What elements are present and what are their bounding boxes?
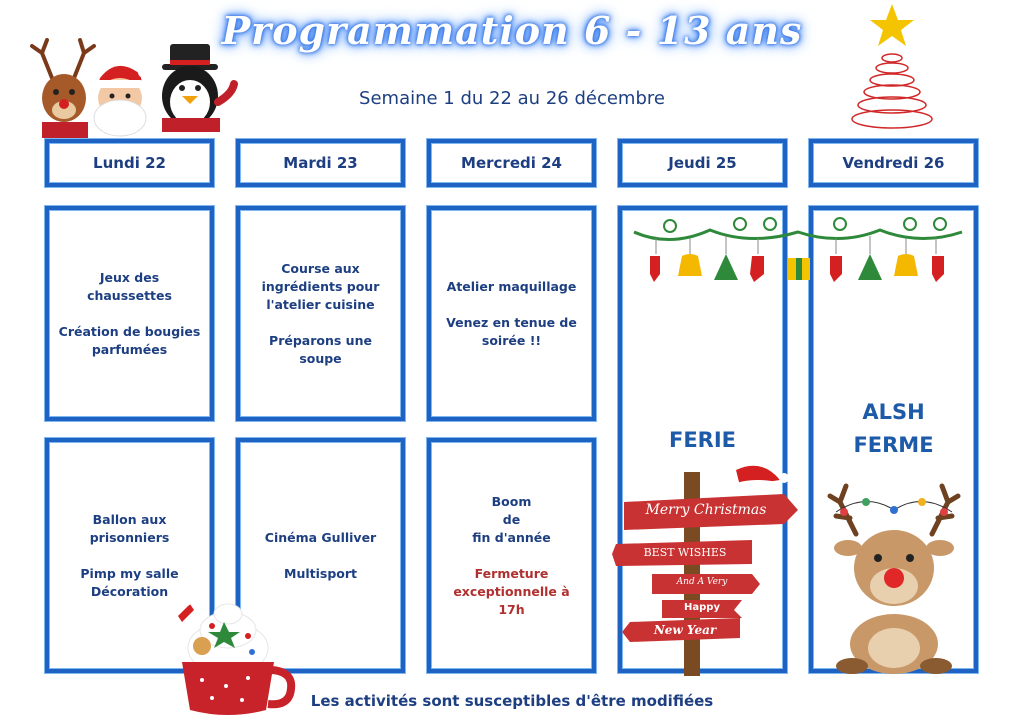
day-header-monday: Lundi 22: [45, 139, 214, 187]
christmas-tree-star-icon: [846, 2, 938, 136]
activity-text: Multisport: [284, 565, 357, 581]
activity-text: Ballon aux prisonniers: [89, 511, 170, 545]
activity-text: Atelier maquillage: [446, 278, 577, 294]
footer-note: Les activités sont susceptibles d'être modifiées: [310, 692, 714, 710]
closing-notice: exceptionnelle à 17h: [453, 583, 570, 617]
activity-text: Pimp my salle: [80, 565, 179, 581]
sign-text-4: Happy: [684, 602, 720, 613]
activity-text: de: [502, 511, 521, 527]
monday-morning-cell: [45, 206, 214, 421]
sign-text-3: And A Very: [676, 577, 728, 587]
reindeer-santa-penguin-icon: [22, 38, 238, 138]
friday-status-line2: FERME: [853, 433, 934, 457]
activity-text: Création de bougies: [58, 323, 201, 339]
activity-text: l'atelier cuisine: [266, 296, 375, 312]
page-title: Programmation 6 - 13 ans: [221, 8, 803, 53]
activity-text: Préparons une soupe: [269, 332, 372, 366]
sign-text-1: Merry Christmas: [645, 502, 767, 518]
day-header-tuesday: Mardi 23: [236, 139, 405, 187]
activity-text: fin d'année: [472, 529, 551, 545]
wednesday-afternoon-cell: [427, 438, 596, 673]
garland-icon: [630, 212, 966, 292]
christmas-sign-icon: [612, 462, 800, 676]
activity-text: Venez en tenue de: [446, 314, 577, 330]
activity-text: Boom: [491, 493, 532, 509]
sign-text-2: BEST WISHES: [643, 546, 727, 559]
activity-text: Course aux: [281, 260, 360, 276]
activity-text: Cinéma Gulliver: [264, 529, 377, 545]
page-subtitle: Semaine 1 du 22 au 26 décembre: [359, 88, 665, 109]
reindeer-icon: [826, 482, 962, 674]
activity-text: Jeux des chaussettes: [87, 269, 172, 303]
wednesday-morning-cell: [427, 206, 596, 421]
activity-text: parfumées: [91, 341, 168, 357]
activity-text: ingrédients pour: [261, 278, 380, 294]
tuesday-morning-cell: [236, 206, 405, 421]
day-header-wednesday: Mercredi 24: [427, 139, 596, 187]
closing-notice: Fermeture: [474, 565, 549, 581]
activity-text: soirée !!: [481, 332, 542, 348]
day-header-thursday: Jeudi 25: [618, 139, 787, 187]
activity-text: Décoration: [90, 583, 169, 599]
sign-text-5: New Year: [653, 623, 717, 637]
day-header-friday: Vendredi 26: [809, 139, 978, 187]
friday-status-line1: ALSH: [862, 400, 925, 424]
thursday-status: FERIE: [668, 428, 737, 452]
